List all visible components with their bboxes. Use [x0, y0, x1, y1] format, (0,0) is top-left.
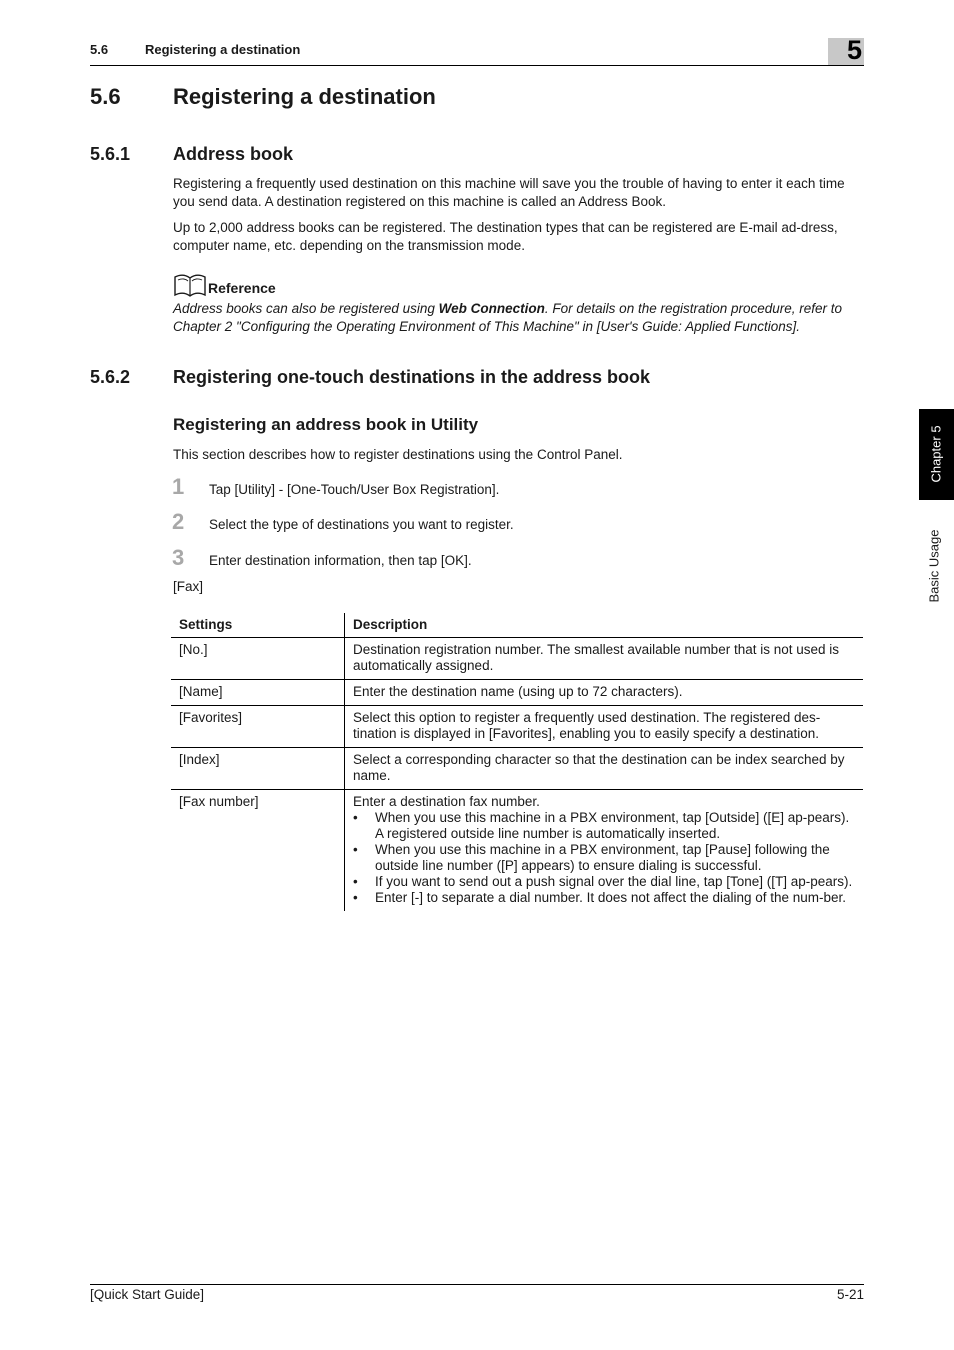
side-tab-chapter-label: Chapter 5: [928, 425, 944, 483]
header-rule: [90, 65, 864, 66]
section-number: 5.6: [90, 84, 121, 109]
step-text: Select the type of destinations you want to register.: [209, 517, 514, 532]
description-text: Enter a destination fax number.: [353, 794, 540, 809]
list-item: • Enter [-] to separate a dial number. It does not affect the dialing of the num-ber.: [353, 890, 855, 906]
paragraph-intro: Registering a frequently used destination on this machine will save you the trouble of having to enter it each time you send data. A destination registered on this machine is called an Address Book.: [173, 176, 845, 209]
side-tab-category: Basic Usage: [926, 529, 942, 603]
chapter-number: 5: [846, 35, 862, 65]
section-heading: [90, 84, 436, 110]
footer-page-number: 5-21: [836, 1287, 864, 1302]
chapter-number-box: [828, 35, 864, 65]
table-row: [171, 638, 863, 680]
bullet-list: [353, 810, 855, 906]
procedure-intro: This section describes how to register destinations using the Control Panel.: [173, 447, 623, 462]
table-header-row: [171, 613, 863, 638]
subsection-title: Registering one-touch destinations in the address book: [173, 367, 651, 387]
column-header-settings: Settings: [171, 613, 345, 638]
step-number: 2: [172, 509, 185, 534]
reference-label: Reference: [208, 280, 276, 296]
reference-text: Address books can also be registered using Web Connection. For details on the registration procedure, refer to Chapter 2 "Configuring the Operating Environment of This Machine" in [User's Guide: Applied Functions].: [173, 301, 843, 334]
table-row: [171, 748, 863, 790]
procedure-heading: Registering an address book in Utility: [173, 415, 479, 434]
step-number: 3: [172, 545, 185, 570]
fax-label: [Fax]: [173, 579, 204, 594]
setting-cell: [Index]: [171, 748, 345, 790]
setting-cell: [Favorites]: [171, 706, 345, 748]
header-section-number: 5.6: [90, 42, 109, 57]
table-row: [171, 706, 863, 748]
description-cell: Select this option to register a frequently used destination. The registered des-tination is displayed in [Favorites], enabling you to easily specify a destination.: [345, 706, 864, 748]
open-book-icon: [173, 273, 207, 297]
column-header-description: Description: [345, 613, 864, 638]
subsection-number: 5.6.2: [90, 367, 131, 387]
setting-cell: [No.]: [171, 638, 345, 680]
settings-table: [171, 613, 863, 911]
section-title: Registering a destination: [173, 84, 436, 109]
reference-bold: Web Connection: [438, 301, 545, 316]
header-section-title: Registering a destination: [145, 42, 301, 57]
subsection-number: 5.6.1: [90, 144, 131, 164]
description-cell: Enter the destination name (using up to 72 characters).: [345, 680, 864, 706]
footer-guide-name: [Quick Start Guide]: [90, 1287, 205, 1302]
footer-rule: [90, 1284, 864, 1285]
subsection-title: Address book: [173, 144, 294, 164]
subsection-heading-one-touch: [90, 367, 651, 388]
list-item: • If you want to send out a push signal over the dial line, tap [Tone] ([T] ap-pears).: [353, 874, 855, 890]
paragraph-capacity: Up to 2,000 address books can be registered. The destination types that can be registered are E-mail ad-dress, computer name, etc. depending on the transmission mode.: [173, 220, 838, 253]
description-cell: Select a corresponding character so that the destination can be index searched by name.: [345, 748, 864, 790]
side-tab-chapter: [919, 409, 954, 500]
reference-heading: [173, 273, 276, 297]
table-row: [171, 790, 863, 912]
subsection-heading-address-book: [90, 144, 294, 165]
table-row: [171, 680, 863, 706]
step-text: Enter destination information, then tap [OK].: [209, 553, 472, 568]
setting-cell: [Fax number]: [171, 790, 345, 912]
description-cell: Destination registration number. The smallest available number that is not used is automatically assigned.: [345, 638, 864, 680]
step-text: Tap [Utility] - [One-Touch/User Box Registration].: [209, 482, 500, 497]
list-item: • When you use this machine in a PBX environment, tap [Pause] following the outside line number ([P] appears) to ensure dialing is successful.: [353, 842, 855, 874]
setting-cell: [Name]: [171, 680, 345, 706]
description-cell: [345, 790, 864, 912]
list-item: • When you use this machine in a PBX environment, tap [Outside] ([E] ap-pears). A registered outside line number is automatically inserted.: [353, 810, 855, 842]
step-number: 1: [172, 474, 185, 499]
